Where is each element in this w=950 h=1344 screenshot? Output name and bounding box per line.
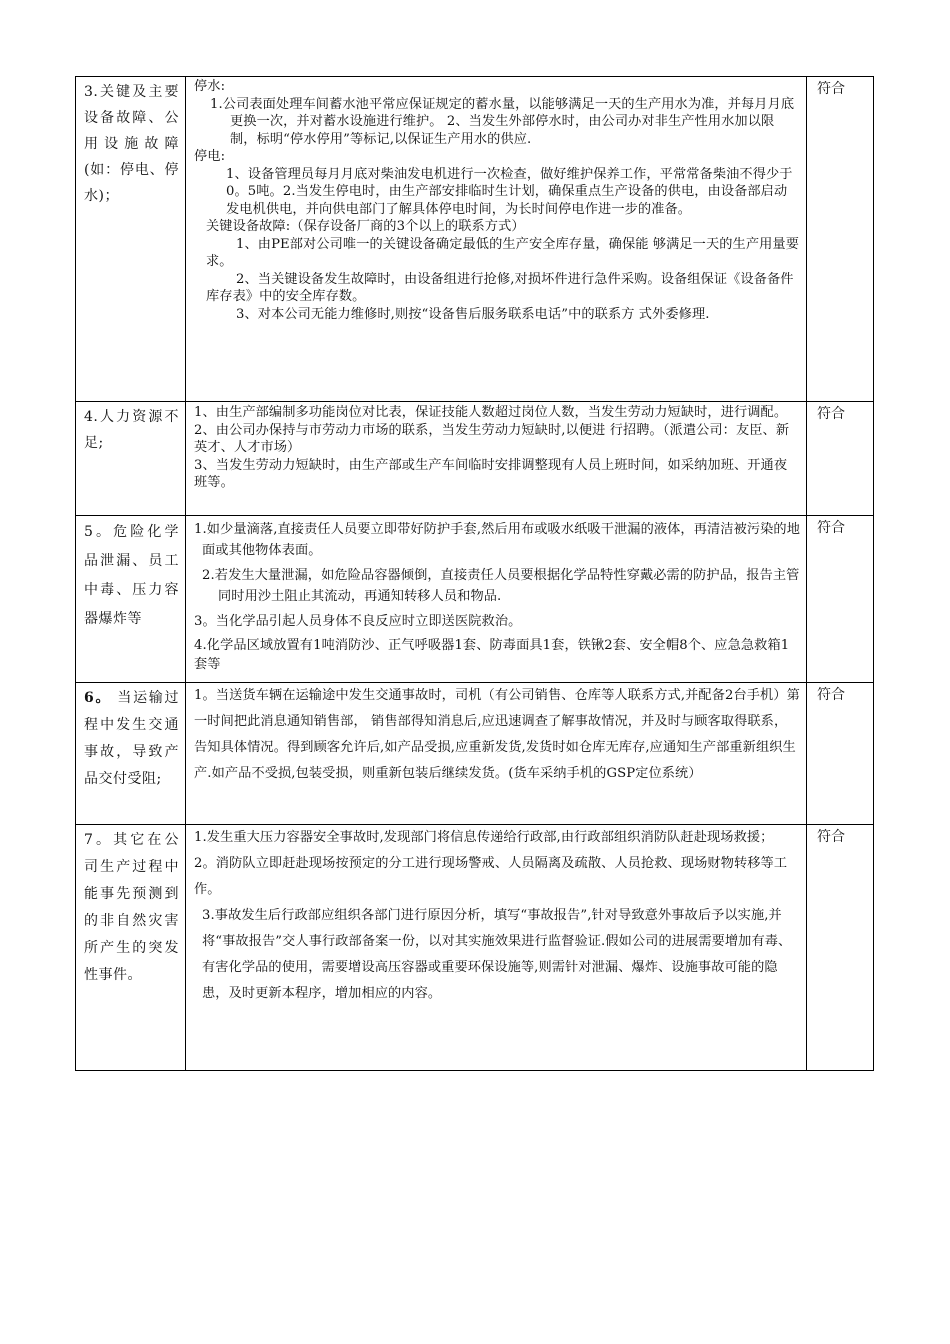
result-text: 符合 bbox=[817, 81, 845, 97]
category-cell bbox=[76, 402, 186, 516]
content-paragraph: 1、设备管理员每月月底对柴油发电机进行一次检查，做好维护保养工作，平常常备柴油不得少于0。5吨。2.当发生停电时，由生产部安排临时生计划，确保重点生产设备的供电，由设备部启动发电机供电，并向供电部门了解具体停电时间，为长时间停电作进一步的准备。 bbox=[226, 166, 793, 217]
content-paragraph: 3、对本公司无能力维修时,则按“设备售后服务联系电话”中的联系方 式外委修理. bbox=[236, 306, 710, 322]
content-cell bbox=[186, 683, 807, 825]
content-heading: 关键设备故障:（保存设备厂商的3个以上的联系方式） bbox=[206, 219, 525, 234]
result-cell bbox=[807, 683, 874, 825]
content-cell bbox=[186, 516, 807, 683]
content-paragraph: 3.事故发生后行政部应组织各部门进行原因分析，填写“事故报告”,针对导致意外事故后予以实施,并将“事故报告”交人事行政部备案一份，以对其实施效果进行监督验证.假如公司的进展需要增加有毒、有害化学品的使用，需要增设高压容器或重要环保设施等,则需针对泄漏、爆炸、设施事故可能的隐患，及时更新本程序，增加相应的内容。 bbox=[202, 908, 792, 1001]
result-cell bbox=[807, 825, 874, 1071]
table-row bbox=[76, 825, 874, 1071]
content-cell bbox=[186, 77, 807, 402]
content-heading: 停水: bbox=[194, 79, 226, 94]
category-text: 3.关键及主要设备故障、公用设施故障(如：停电、停水)； bbox=[84, 84, 179, 204]
result-text: 符合 bbox=[817, 406, 845, 422]
category-cell bbox=[76, 683, 186, 825]
table-row bbox=[76, 683, 874, 825]
result-cell bbox=[807, 77, 874, 402]
category-cell bbox=[76, 516, 186, 683]
content-paragraph: 3。当化学品引起人员身体不良反应时立即送医院救治。 bbox=[194, 614, 522, 629]
table-row bbox=[76, 402, 874, 516]
content-cell bbox=[186, 825, 807, 1071]
content-paragraph: 2、由公司办保持与市劳动力市场的联系，当发生劳动力短缺时,以便进 行招聘。（派遣公司：友臣、新英才、人才市场） bbox=[194, 422, 790, 455]
emergency-response-table bbox=[75, 76, 874, 1071]
category-cell bbox=[76, 77, 186, 402]
content-paragraph: 4.化学品区域放置有1吨消防沙、正气呼吸器1套、防毒面具1套，铁锹2套、安全帽8个、应急急救箱1套等 bbox=[194, 638, 790, 672]
result-cell bbox=[807, 516, 874, 683]
content-cell bbox=[186, 402, 807, 516]
content-paragraph: 1、由生产部编制多功能岗位对比表，保证技能人数超过岗位人数，当发生劳动力短缺时，进行调配。 bbox=[194, 405, 788, 420]
content-paragraph: 1.公司表面处理车间蓄水池平常应保证规定的蓄水量，以能够满足一天的生产用水为准，并每月月底更换一次，并对蓄水设施进行维护。 2、当发生外部停水时，由公司办对非生产性用水加以限制，标明“停水停用”等标记,以保证生产用水的供应. bbox=[210, 96, 795, 147]
content-paragraph: 3、当发生劳动力短缺时，由生产部或生产车间临时安排调整现有人员上班时间，如采纳加班、开通夜班等。 bbox=[194, 457, 788, 490]
category-number: 6。 bbox=[84, 690, 112, 706]
content-paragraph: 1。当送货车辆在运输途中发生交通事故时，司机（有公司销售、仓库等人联系方式,并配备2台手机）第一时间把此消息通知销售部， 销售部得知消息后,应迅速调查了解事故情况，并及时与顾客取得联系，告知具体情况。得到顾客允许后,如产品受损,应重新发货,发货时如仓库无库存,应通知生产部重新组织生产.如产品不受损,包装受损，则重新包装后继续发货。(货车采纳手机的GSP定位系统） bbox=[194, 688, 800, 781]
content-paragraph: 2、当关键设备发生故障时，由设备组进行抢修,对损坏件进行急件采购。设备组保证《设备备件库存表》中的安全库存数。 bbox=[206, 271, 794, 304]
category-text: 4.人力资源不足; bbox=[84, 409, 179, 451]
table-row bbox=[76, 516, 874, 683]
category-text: 7。其它在公司生产过程中能事先预测到的非自然灾害所产生的突发性事件。 bbox=[84, 832, 179, 983]
category-text: 5。危险化学品泄漏、员工中毒、压力容器爆炸等 bbox=[84, 524, 179, 627]
table-row bbox=[76, 77, 874, 402]
content-paragraph: 2。消防队立即赶赴现场按预定的分工进行现场警戒、人员隔离及疏散、人员抢救、现场财物转移等工作。 bbox=[194, 856, 788, 897]
result-text: 符合 bbox=[817, 829, 845, 845]
content-paragraph: 1.如少量滴落,直接责任人员要立即带好防护手套,然后用布或吸水纸吸干泄漏的液体，再清洁被污染的地面或其他物体表面。 bbox=[194, 522, 801, 558]
content-paragraph: 1.发生重大压力容器安全事故时,发现部门将信息传递给行政部,由行政部组织消防队赶赴现场救援； bbox=[194, 830, 774, 845]
result-cell bbox=[807, 402, 874, 516]
category-cell bbox=[76, 825, 186, 1071]
result-text: 符合 bbox=[817, 687, 845, 703]
category-text: 当运输过程中发生交通事故，导致产品交付受阻; bbox=[84, 690, 180, 787]
result-text: 符合 bbox=[817, 520, 845, 536]
content-paragraph: 2.若发生大量泄漏，如危险品容器倾倒，直接责任人员要根据化学品特性穿戴必需的防护品，报告主管同时用沙土阻止其流动，再通知转移人员和物品. bbox=[202, 568, 800, 604]
content-paragraph: 1、由PE部对公司唯一的关键设备确定最低的生产安全库存量，确保能 够满足一天的生产用量要求。 bbox=[206, 236, 799, 269]
content-heading: 停电: bbox=[194, 149, 226, 164]
